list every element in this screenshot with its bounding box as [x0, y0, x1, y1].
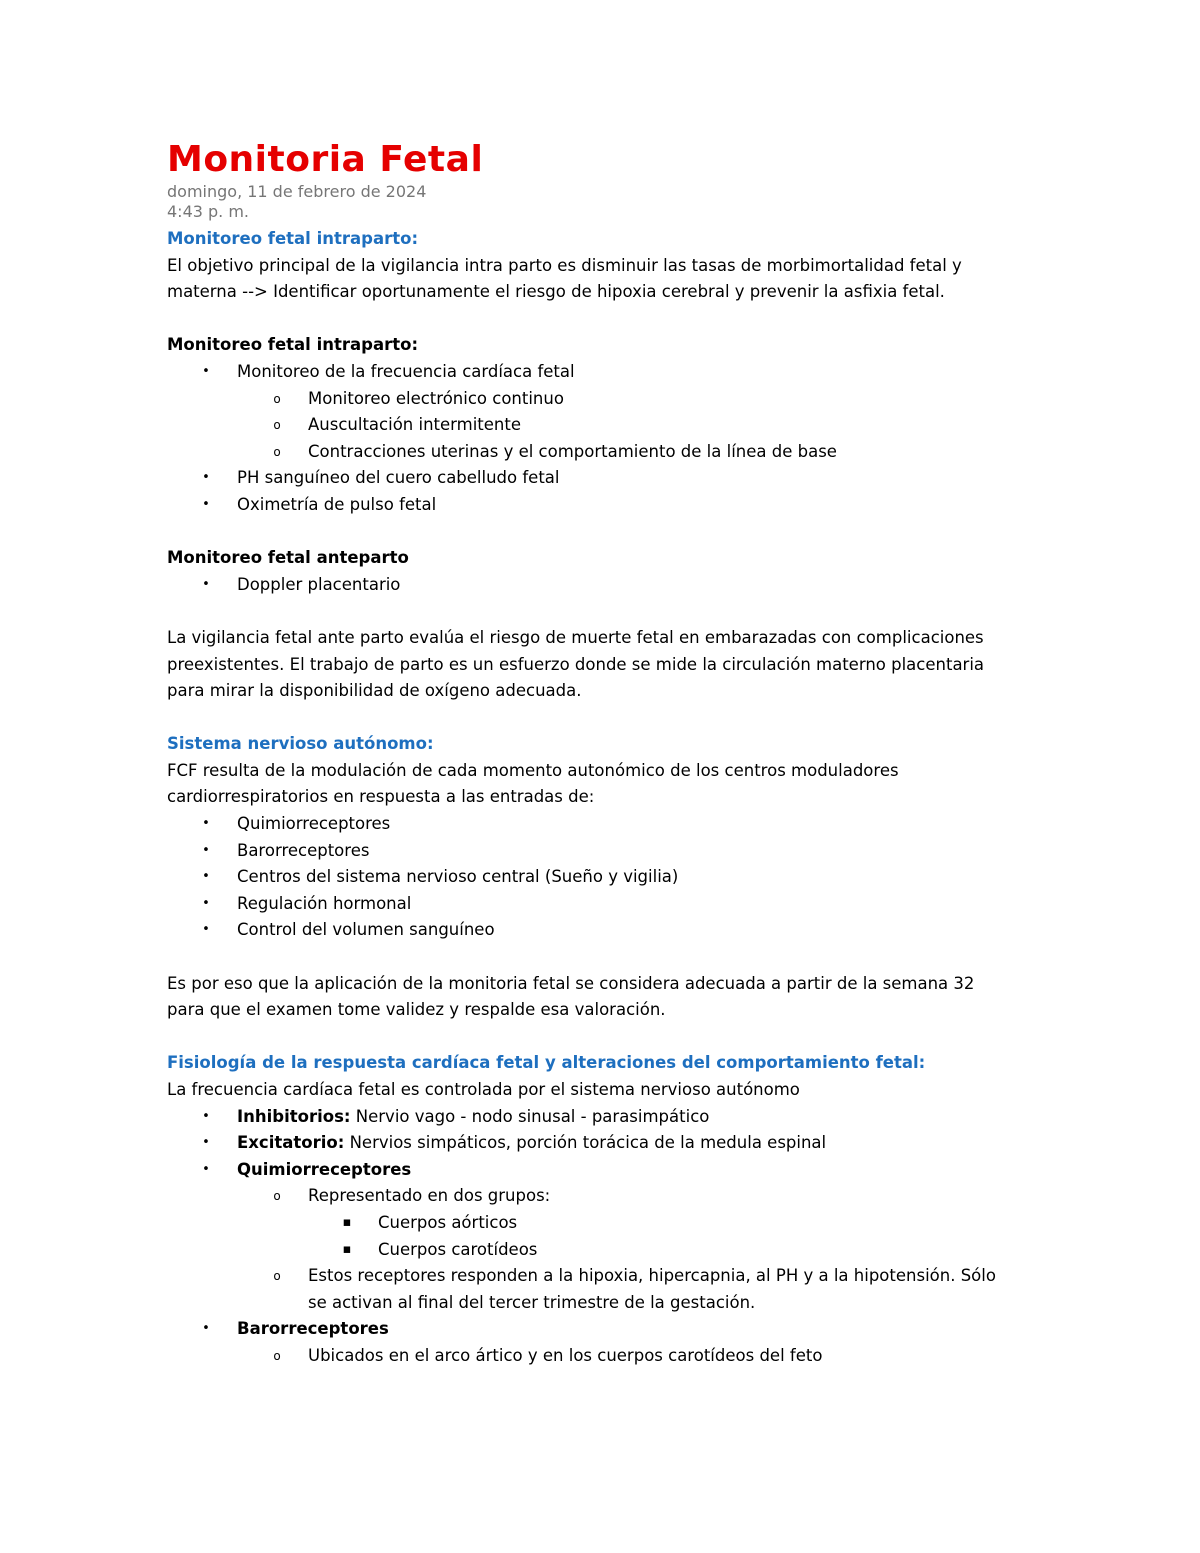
bullet-circle-icon: o — [273, 391, 281, 406]
bullet-disc-icon: • — [202, 576, 210, 592]
bullet-disc-icon: • — [202, 895, 210, 911]
paragraph-line: materna --> Identificar oportunamente el riesgo de hipoxia cerebral y prevenir la asfixia fetal. — [167, 282, 945, 302]
bullet-disc-icon: • — [202, 363, 210, 379]
section-heading-sna: Sistema nervioso autónomo: — [167, 734, 434, 754]
fisiologia-list — [167, 1104, 1067, 1370]
bullet-circle-icon: o — [273, 1348, 281, 1363]
bullet-disc-icon: • — [202, 816, 210, 832]
bullet-circle-icon: o — [273, 1189, 281, 1204]
bullet-disc-icon: • — [202, 869, 210, 885]
note-time: 4:43 p. m. — [167, 202, 250, 221]
intraparto-list — [167, 359, 1067, 519]
list-item: o Ubicados en el arco ártico y en los cuerpos carotídeos del feto — [167, 1343, 1067, 1370]
note-content — [167, 138, 1067, 1370]
anteparto-list — [167, 572, 1067, 599]
list-item — [167, 1316, 1067, 1343]
list-item: • Barorreceptores — [167, 838, 1067, 865]
section-heading-fisiologia: Fisiología de la respuesta cardíaca fetal y alteraciones del comportamiento fetal: — [167, 1053, 926, 1073]
term-label: Excitatorio: — [237, 1133, 345, 1153]
list-item: o Monitoreo electrónico continuo — [167, 386, 1067, 413]
section-heading-intraparto: Monitoreo fetal intraparto: — [167, 229, 419, 248]
list-item: o Auscultación intermitente — [167, 412, 1067, 439]
list-item: o Representado en dos grupos: — [167, 1183, 1067, 1210]
list-item: o Contracciones uterinas y el comportamiento de la línea de base — [167, 439, 1067, 466]
list-item: • PH sanguíneo del cuero cabelludo fetal — [167, 465, 1067, 492]
section-heading-intraparto-2: Monitoreo fetal intraparto: — [167, 335, 419, 355]
paragraph-line: cardiorrespiratorios en respuesta a las entradas de: — [167, 787, 595, 807]
bullet-circle-icon: o — [273, 1269, 281, 1284]
paragraph-line: preexistentes. El trabajo de parto es un esfuerzo donde se mide la circulación materno placentaria — [167, 654, 985, 674]
list-item: • Oximetría de pulso fetal — [167, 492, 1067, 519]
note-date: domingo, 11 de febrero de 2024 — [167, 182, 427, 201]
list-item: • Centros del sistema nervioso central (Sueño y vigilia) — [167, 864, 1067, 891]
term-label: Quimiorreceptores — [237, 1159, 412, 1179]
paragraph-line: FCF resulta de la modulación de cada momento autonómico de los centros moduladores — [167, 760, 899, 780]
term-label: Inhibitorios: — [237, 1106, 351, 1126]
list-item: • Control del volumen sanguíneo — [167, 917, 1067, 944]
bullet-disc-icon: • — [202, 842, 210, 858]
list-item: • Doppler placentario — [167, 572, 1067, 599]
bullet-disc-icon: • — [202, 1108, 210, 1124]
paragraph-line: para mirar la disponibilidad de oxígeno adecuada. — [167, 681, 582, 701]
paragraph-line: El objetivo principal de la vigilancia intra parto es disminuir las tasas de morbimortalidad fetal y — [167, 255, 962, 275]
list-item: • Excitatorio: Nervios simpáticos, porción torácica de la medula espinal — [167, 1130, 1067, 1157]
list-item: • Regulación hormonal — [167, 891, 1067, 918]
paragraph-line: para que el examen tome validez y respalde esa valoración. — [167, 1000, 666, 1020]
bullet-disc-icon: • — [202, 470, 210, 486]
bullet-disc-icon: • — [202, 1161, 210, 1177]
term-label: Barorreceptores — [237, 1319, 389, 1339]
section-heading-anteparto: Monitoreo fetal anteparto — [167, 548, 409, 568]
bullet-square-icon: ▪ — [342, 1214, 352, 1230]
list-item — [167, 1157, 1067, 1184]
paragraph-line: La frecuencia cardíaca fetal es controlada por el sistema nervioso autónomo — [167, 1080, 800, 1099]
bullet-disc-icon: • — [202, 1321, 210, 1337]
page-title: Monitoria Fetal — [167, 139, 484, 180]
bullet-disc-icon: • — [202, 1135, 210, 1151]
list-item: • Monitoreo de la frecuencia cardíaca fetal — [167, 359, 1067, 386]
bullet-square-icon: ▪ — [342, 1241, 352, 1257]
paragraph-line: La vigilancia fetal ante parto evalúa el riesgo de muerte fetal en embarazadas con complicaciones — [167, 627, 984, 647]
list-item: • Quimiorreceptores — [167, 811, 1067, 838]
bullet-disc-icon: • — [202, 922, 210, 938]
list-item: • Inhibitorios: Nervio vago - nodo sinusal - parasimpático — [167, 1104, 1067, 1131]
paragraph-line: Es por eso que la aplicación de la monitoria fetal se considera adecuada a partir de la semana 32 — [167, 973, 975, 993]
list-item: o Estos receptores responden a la hipoxia, hipercapnia, al PH y a la hipotensión. Sólo se activan al final del tercer trimestre de la gestación. — [167, 1263, 1067, 1316]
bullet-circle-icon: o — [273, 418, 281, 433]
bullet-disc-icon: • — [202, 496, 210, 512]
list-item: ▪ Cuerpos aórticos — [167, 1210, 1067, 1237]
list-item: ▪ Cuerpos carotídeos — [167, 1237, 1067, 1264]
sna-list — [167, 811, 1067, 944]
bullet-circle-icon: o — [273, 444, 281, 459]
